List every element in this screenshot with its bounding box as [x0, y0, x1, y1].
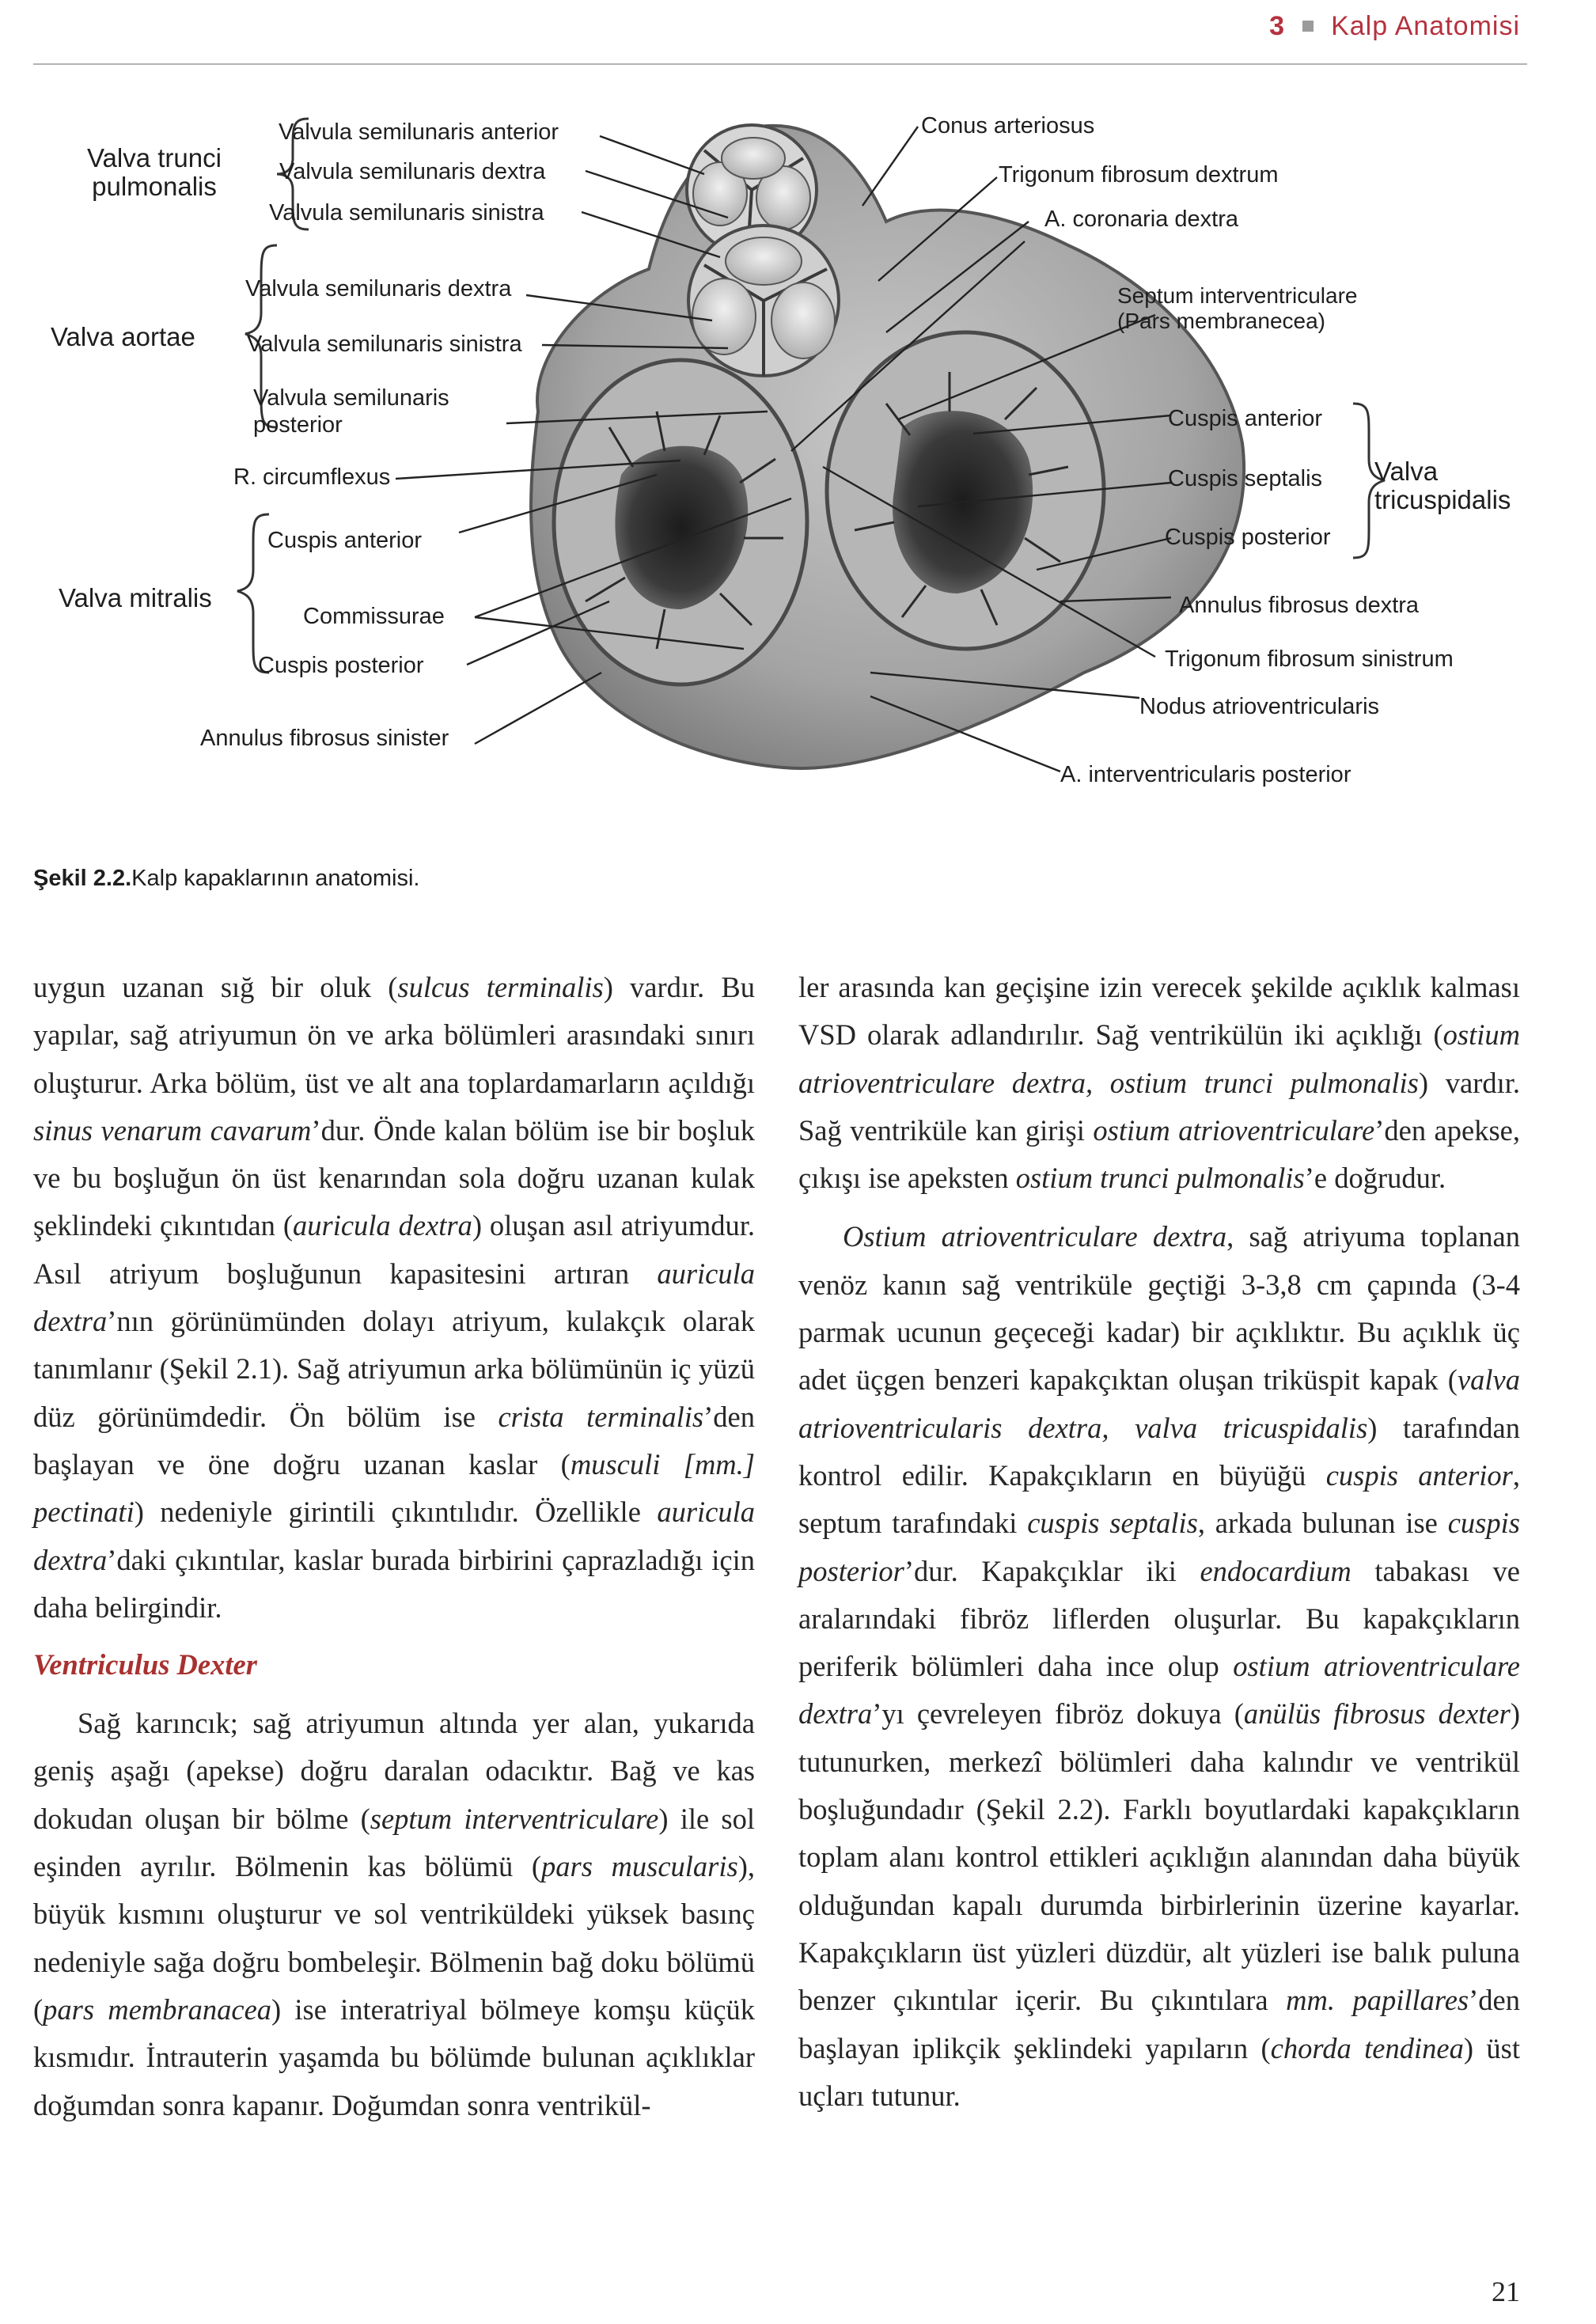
running-header	[1269, 11, 1520, 42]
italic-term: auricula dextra	[33, 1496, 755, 1576]
italic-term: crista terminalis	[498, 1400, 704, 1433]
italic-term: ostium atrioventriculare	[1093, 1113, 1375, 1147]
italic-term: septum interventriculare	[370, 1802, 659, 1835]
text-run: ) nedeniyle girintili çıkıntılıdır. Özellikle	[134, 1496, 658, 1529]
italic-term: pars membranacea	[43, 1992, 272, 2026]
figure-heart-valves	[32, 95, 1535, 823]
label-cuspis-anterior-tricuspid: Cuspis anterior	[1168, 406, 1323, 431]
aortic-valve-drawing	[688, 226, 839, 376]
group-valva-aortae: Valva aortae	[51, 322, 195, 351]
label-valvula-semilunaris-dextra-aort: Valvula semilunaris dextra	[245, 276, 512, 301]
text-run: ’den apekse, çıkışı ise apeksten	[798, 1113, 1520, 1195]
text-run: ’dur. Önde kalan bölüm ise bir boşluk ve bu boşluğun ön üst kenarından sola doğru uzanan kulak şeklindeki çıkıntıdan (	[33, 1113, 755, 1242]
text-run: ’daki çıkıntılar, kaslar burada birbirini çaprazladığı için daha belirgindir.	[33, 1543, 755, 1624]
label-valvula-semilunaris-sinistra-aort: Valvula semilunaris sinistra	[247, 332, 522, 357]
text-run: ’den başlayan iplikçik şeklindeki yapıların (	[798, 1984, 1520, 2064]
label-cuspis-posterior-tricuspid: Cuspis posterior	[1165, 525, 1331, 550]
text-run: ’dur. Kapakçıklar iki	[904, 1554, 1200, 1587]
text-run: ) vardır. Bu yapılar, sağ atriyumun ön ve arka bölümleri arasındaki sınırı oluşturur. Arka bölüm, üst ve alt ana toplardamarların açıldığı	[33, 971, 756, 1099]
text-run: ’nın görünümünden dolayı atriyum, kulakçık olarak tanımlanır (Şekil 2.1). Sağ atriyumun arka bölümünün iç yüzü düz görünümdedir. Ön bölüm ise	[33, 1305, 755, 1433]
text-run: , septum tarafındaki	[798, 1458, 1520, 1540]
header-separator-icon	[1302, 21, 1314, 32]
text-run: ) tarafından kontrol edilir. Kapakçıkların en büyüğü	[798, 1411, 1520, 1492]
label-trigonum-fibrosum-dextrum: Trigonum fibrosum dextrum	[999, 162, 1279, 188]
italic-term: ostium atrioventriculare dextra, ostium trunci pulmonalis	[798, 1018, 1520, 1099]
italic-term: endocardium	[1200, 1554, 1351, 1587]
label-annulus-fibrosus-sinister: Annulus fibrosus sinister	[200, 726, 449, 751]
text-run: , arkada bulunan ise	[1197, 1507, 1448, 1540]
italic-term: cuspis septalis	[1027, 1507, 1198, 1540]
label-valvula-semilunaris-dextra-pulm: Valvula semilunaris dextra	[279, 159, 546, 184]
text-run: Sağ karıncık; sağ atriyumun altında yer alan, yukarıda geniş aşağı (apekse) doğru daralan odacıktır. Bağ ve kas dokudan oluşan bir bölme (	[33, 1707, 755, 1835]
text-run: ) ile sol eşinden ayrılır. Bölmenin kas bölümü (	[33, 1802, 755, 1883]
italic-term: sinus venarum cavarum	[33, 1113, 312, 1147]
page-number: 21	[1492, 2276, 1520, 2307]
label-trigonum-fibrosum-sinistrum: Trigonum fibrosum sinistrum	[1165, 646, 1454, 672]
text-run: ) vardır. Sağ ventriküle kan girişi	[798, 1066, 1521, 1147]
label-nodus-atrioventricularis: Nodus atrioventricularis	[1139, 694, 1380, 719]
label-cuspis-posterior-mitral: Cuspis posterior	[258, 653, 424, 678]
text-run: ler arasında kan geçişine izin verecek şekilde açıklık kalması VSD olarak adlandırılır. Sağ ventrikülün iki açıklığı (	[798, 971, 1520, 1052]
section-title-ventriculus-dexter: Ventriculus Dexter	[33, 1648, 257, 1681]
italic-term: chorda tendinea	[1270, 2031, 1464, 2064]
text-column-left	[33, 964, 755, 2129]
label-annulus-fibrosus-dextra: Annulus fibrosus dextra	[1179, 593, 1420, 618]
mitral-valve-drawing	[554, 360, 807, 684]
paragraph	[33, 1700, 755, 2129]
label-valvula-semilunaris-sinistra-pulm: Valvula semilunaris sinistra	[269, 200, 544, 226]
label-commissurae: Commissurae	[303, 604, 445, 629]
text-run: ’e doğrudur.	[1304, 1162, 1446, 1195]
group-valva-trunci-pulmonalis: Valva trunci pulmonalis	[87, 143, 222, 201]
italic-term: ostium atrioventriculare dextra	[798, 1650, 1520, 1731]
bracket-mitral	[237, 514, 269, 673]
text-run: ) üst uçları tutunur.	[798, 2031, 1521, 2112]
paragraph	[798, 1213, 1520, 2120]
italic-term: anülüs fibrosus dexter	[1243, 1697, 1511, 1731]
text-run: ’den başlayan ve öne doğru uzanan kaslar (	[33, 1400, 755, 1480]
text-run: ) ise interatriyal bölmeye komşu küçük kısmıdır. İntrauterin yaşamda bu bölümde bulunan açıklıklar doğumdan sonra kapanır. Doğumdan sonra ventrikül-	[33, 1992, 755, 2121]
figure-caption	[33, 866, 419, 892]
paragraph	[33, 964, 755, 1632]
label-r-circumflexus: R. circumflexus	[233, 464, 391, 490]
label-a-interventricularis-posterior: A. interventricularis posterior	[1060, 762, 1351, 787]
text-run: tabakası ve aralarındaki fibröz liflerden oluşurlar. Bu kapakçıkların periferik bölümleri daha ince olup	[798, 1554, 1520, 1683]
italic-term: auricula dextra	[292, 1209, 472, 1242]
label-valvula-semilunaris-posterior: Valvula semilunaris posterior	[253, 385, 449, 438]
label-cuspis-anterior-mitral: Cuspis anterior	[267, 528, 423, 553]
text-run: ), büyük kısmını oluşturur ve sol ventriküldeki yüksek basınç nedeniyle sağa doğru bombeleşir. Bölmenin bağ doku bölümü (	[33, 1850, 755, 2026]
italic-term: cuspis posterior	[798, 1507, 1520, 1587]
italic-term: valva atrioventricularis dextra, valva tricuspidalis	[798, 1363, 1520, 1444]
group-valva-mitralis: Valva mitralis	[59, 583, 212, 612]
italic-term: mm. papillares	[1286, 1984, 1469, 2017]
italic-term: Ostium atrioventriculare dextra	[843, 1220, 1227, 1253]
chapter-title: Kalp Anatomisi	[1331, 11, 1520, 41]
text-run: ) oluşan asıl atriyumdur. Asıl atriyum boşluğunun kapasitesini artıran	[33, 1209, 756, 1290]
italic-term: auricula dextra	[33, 1257, 755, 1338]
label-septum-interventriculare: Septum interventriculare (Pars membranecea)	[1117, 283, 1358, 333]
text-column-right	[798, 964, 1520, 2120]
label-a-coronaria-dextra: A. coronaria dextra	[1044, 207, 1239, 232]
italic-term: musculi [mm.] pectinati	[33, 1447, 755, 1529]
text-run: uygun uzanan sığ bir oluk (	[33, 971, 398, 1003]
figure-caption-text: Kalp kapaklarının anatomisi.	[131, 866, 420, 891]
figure-caption-number: Şekil 2.2.	[33, 866, 132, 891]
paragraph	[798, 964, 1520, 1202]
group-valva-tricuspidalis: Valva tricuspidalis	[1374, 457, 1511, 514]
italic-term: pars muscularis	[541, 1850, 738, 1883]
italic-term: sulcus terminalis	[397, 971, 604, 1003]
chapter-number: 3	[1269, 11, 1286, 41]
italic-term: ostium trunci pulmonalis	[1015, 1162, 1305, 1195]
italic-term: cuspis anterior	[1325, 1458, 1513, 1492]
text-run: ) tutunurken, merkezî bölümleri daha kalındır ve ventrikül boşluğundadır (Şekil 2.2). Farklı boyutlardaki kapakçıkların toplam alanı kontrol ettikleri açıklığın alanından daha büyük olduğundan kapalı durumda birbirlerinin üzerine kayarlar. Kapakçıkların üst yüzleri düzdür, alt yüzleri ise balık puluna benzer çıkıntılar içerir. Bu çıkıntılara	[798, 1697, 1520, 2017]
text-run: ’yı çevreleyen fibröz dokuya (	[872, 1697, 1244, 1731]
text-run: , sağ atriyuma toplanan venöz kanın sağ ventriküle geçtiği 3-3,8 cm çapında (3-4 parmak ucunun geçeceği kadar) bir açıklıktır. Bu açıklık üç adet üçgen benzeri kapakçıktan oluşan triküspit kapak (	[798, 1220, 1520, 1397]
label-conus-arteriosus: Conus arteriosus	[921, 113, 1095, 138]
header-rule	[33, 63, 1527, 65]
label-valvula-semilunaris-anterior: Valvula semilunaris anterior	[279, 119, 559, 145]
label-cuspis-septalis: Cuspis septalis	[1168, 466, 1323, 491]
